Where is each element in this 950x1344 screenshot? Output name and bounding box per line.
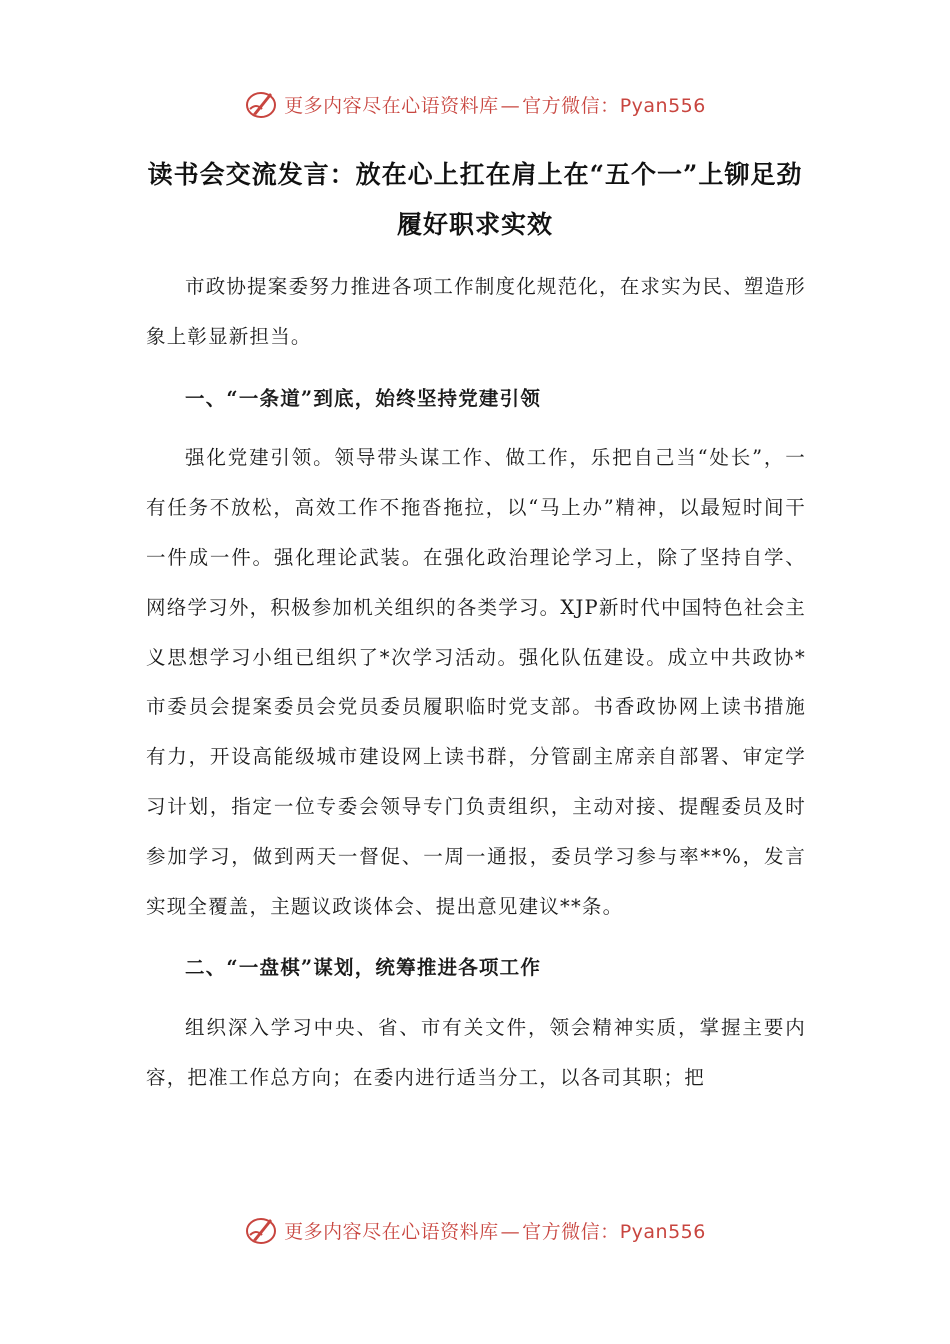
watermark-separator: — xyxy=(500,94,521,117)
watermark-brand: 更多内容尽在心语资料库 xyxy=(284,94,499,117)
watermark-handle: Pyan556 xyxy=(619,94,706,117)
watermark-text xyxy=(284,1217,706,1244)
document-title: 读书会交流发言：放在心上扛在肩上在“五个一”上铆足劲履好职求实效 xyxy=(147,160,803,239)
watermark-brand: 更多内容尽在心语资料库 xyxy=(284,1220,499,1243)
watermark-handle: Pyan556 xyxy=(619,1220,706,1243)
watermark-label: 官方微信： xyxy=(522,1220,620,1243)
watermark-text xyxy=(284,91,706,118)
watermark-label: 官方微信： xyxy=(522,94,620,117)
section-1-heading: 一、“一条道”到底，始终坚持党建引领 xyxy=(185,386,542,410)
document-body xyxy=(146,262,806,1103)
section-2-body: 组织深入学习中央、省、市有关文件，领会精神实质，掌握主要内容，把准工作总方向；在委内进行适当分工，以各司其职；把 xyxy=(146,1016,806,1089)
quill-pen-icon xyxy=(244,87,278,121)
footer-watermark xyxy=(0,1210,950,1250)
section-2-heading: 二、“一盘棋”谋划，统筹推进各项工作 xyxy=(185,956,542,980)
watermark-separator: — xyxy=(500,1220,521,1243)
section-1-body: 强化党建引领。领导带头谋工作、做工作，乐把自己当“处长”，一有任务不放松，高效工作不拖沓拖拉，以“马上办”精神，以最短时间干一件成一件。强化理论武装。在强化政治理论学习上，除了坚持自学、网络学习外，积极参加机关组织的各类学习。XJP新时代中国特色社会主义思想学习小组已组织了*次学习活动。强化队伍建设。成立中共政协*市委员会提案委员会党员委员履职临时党支部。书香政协网上读书措施有力，开设高能级城市建设网上读书群，分管副主席亲自部署、审定学习计划，指定一位专委会领导专门负责组织，主动对接、提醒委员及时参加学习，做到两天一督促、一周一通报，委员学习参与率**%，发言实现全覆盖，主题议政谈体会、提出意见建议**条。 xyxy=(146,446,806,918)
quill-pen-icon xyxy=(244,1213,278,1247)
intro-paragraph: 市政协提案委努力推进各项工作制度化规范化，在求实为民、塑造形象上彰显新担当。 xyxy=(146,275,807,348)
header-watermark xyxy=(0,84,950,124)
